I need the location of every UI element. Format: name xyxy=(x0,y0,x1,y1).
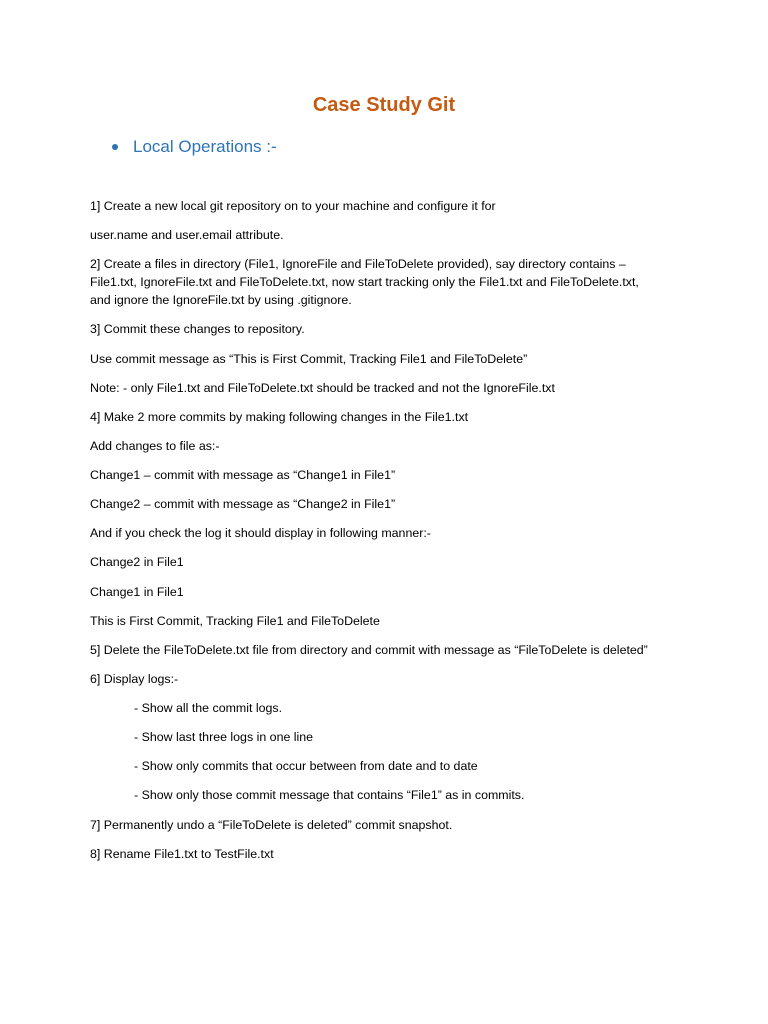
text-line: 5] Delete the FileToDelete.txt file from directory and commit with message as “FileToDelete is deleted” xyxy=(90,643,648,657)
section-heading xyxy=(112,137,277,157)
text-line: Change2 in File1 xyxy=(90,555,184,569)
document-title: Case Study Git xyxy=(312,94,456,116)
list-item: - Show only those commit message that contains “File1” as in commits. xyxy=(134,788,525,802)
section-heading-text: Local Operations :- xyxy=(133,137,277,156)
text-line: Add changes to file as:- xyxy=(90,439,220,453)
text-line: Note: - only File1.txt and FileToDelete.txt should be tracked and not the IgnoreFile.txt xyxy=(90,381,555,395)
text-line: 3] Commit these changes to repository. xyxy=(90,322,305,336)
text-line: Change2 – commit with message as “Change2 in File1” xyxy=(90,497,396,511)
text-line: File1.txt, IgnoreFile.txt and FileToDelete.txt, now start tracking only the File1.txt and FileToDelete.txt, xyxy=(90,275,639,289)
list-item: - Show all the commit logs. xyxy=(134,701,283,715)
text-line: 7] Permanently undo a “FileToDelete is deleted” commit snapshot. xyxy=(90,818,453,832)
text-line: 2] Create a files in directory (File1, IgnoreFile and FileToDelete provided), say directory contains – xyxy=(90,257,626,271)
list-item: - Show last three logs in one line xyxy=(134,730,314,744)
text-line: And if you check the log it should display in following manner:- xyxy=(90,526,431,540)
text-line: 6] Display logs:- xyxy=(90,672,179,686)
text-line: 4] Make 2 more commits by making following changes in the File1.txt xyxy=(90,410,469,424)
list-item: - Show only commits that occur between from date and to date xyxy=(134,759,478,773)
text-line: 1] Create a new local git repository on to your machine and configure it for xyxy=(90,199,496,213)
text-line: user.name and user.email attribute. xyxy=(90,228,284,242)
text-line: 8] Rename File1.txt to TestFile.txt xyxy=(90,847,274,861)
text-line: Change1 in File1 xyxy=(90,585,184,599)
text-line: Change1 – commit with message as “Change1 in File1” xyxy=(90,468,396,482)
bullet-icon xyxy=(112,144,118,150)
text-line: Use commit message as “This is First Commit, Tracking File1 and FileToDelete” xyxy=(90,352,528,366)
text-line: This is First Commit, Tracking File1 and FileToDelete xyxy=(90,614,380,628)
text-line: and ignore the IgnoreFile.txt by using .gitignore. xyxy=(90,293,352,307)
